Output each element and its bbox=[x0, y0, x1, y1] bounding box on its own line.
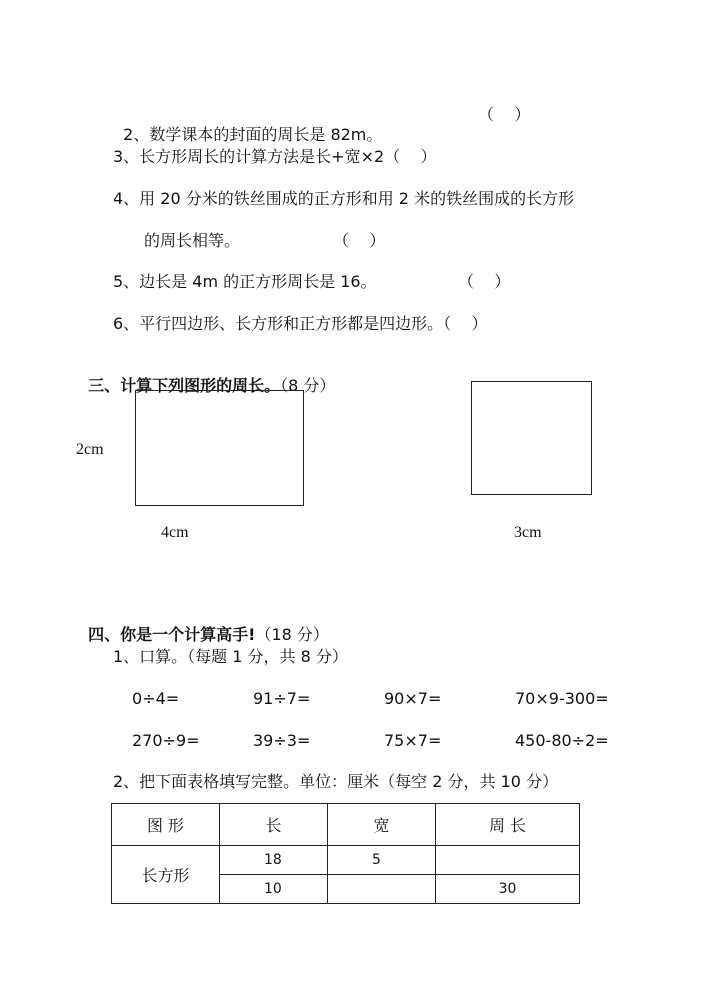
answer-blank[interactable]: （ ） bbox=[333, 231, 386, 250]
rectangle-height-label: 2cm bbox=[76, 441, 104, 458]
rectangle-table bbox=[111, 803, 580, 904]
width-cell: 5 bbox=[328, 846, 436, 875]
calc-item: 0÷4= bbox=[132, 689, 180, 708]
calc-item: 90×7= bbox=[384, 689, 442, 708]
judgement-item-6: 6、平行四边形、长方形和正方形都是四边形。（ ） bbox=[113, 314, 488, 333]
table-task-heading: 2、把下面表格填写完整。单位：厘米（每空 2 分，共 10 分） bbox=[113, 772, 559, 791]
calc-item: 450-80÷2= bbox=[515, 731, 609, 750]
answer-blank[interactable]: （ ） bbox=[478, 105, 531, 124]
judgement-item-3: 3、长方形周长的计算方法是长+宽×2（ ） bbox=[113, 147, 437, 166]
table-header-row bbox=[112, 804, 580, 846]
perimeter-cell: 30 bbox=[436, 875, 580, 904]
width-cell[interactable] bbox=[328, 875, 436, 904]
calc-item: 270÷9= bbox=[132, 731, 200, 750]
header-shape: 图 形 bbox=[112, 804, 220, 846]
judgement-item-2 bbox=[113, 105, 382, 145]
calc-item: 70×9-300= bbox=[515, 689, 609, 708]
rectangle-width-label: 4cm bbox=[161, 524, 189, 541]
judgement-item-2-text: 2、数学课本的封面的周长是 82m。 bbox=[123, 125, 383, 144]
section-4-score: （18 分） bbox=[255, 625, 329, 644]
table-row bbox=[112, 846, 580, 875]
judgement-item-5: 5、边长是 4m 的正方形周长是 16。 bbox=[113, 272, 377, 291]
judgement-item-4: 4、用 20 分米的铁丝围成的正方形和用 2 米的铁丝围成的长方形 bbox=[113, 189, 575, 208]
header-width: 宽 bbox=[328, 804, 436, 846]
section-4-heading bbox=[77, 605, 329, 645]
header-length: 长 bbox=[220, 804, 328, 846]
shape-cell: 长方形 bbox=[112, 846, 220, 904]
calc-item: 75×7= bbox=[384, 731, 442, 750]
square-figure bbox=[471, 381, 592, 495]
oral-calc-heading: 1、口算。（每题 1 分，共 8 分） bbox=[113, 647, 348, 666]
perimeter-cell[interactable] bbox=[436, 846, 580, 875]
square-side-label: 3cm bbox=[514, 524, 542, 541]
calc-item: 91÷7= bbox=[253, 689, 311, 708]
answer-blank[interactable]: （ ） bbox=[458, 272, 511, 291]
rectangle-figure bbox=[135, 390, 304, 506]
judgement-item-4-cont: 的周长相等。 bbox=[144, 231, 241, 250]
section-3-title: 三、计算下列图形的周长。 bbox=[88, 376, 281, 395]
length-cell: 18 bbox=[220, 846, 328, 875]
section-3-score: （8 分） bbox=[280, 376, 336, 395]
length-cell: 10 bbox=[220, 875, 328, 904]
header-perimeter: 周 长 bbox=[436, 804, 580, 846]
section-4-title: 四、你是一个计算高手! bbox=[88, 625, 256, 644]
calc-item: 39÷3= bbox=[253, 731, 311, 750]
